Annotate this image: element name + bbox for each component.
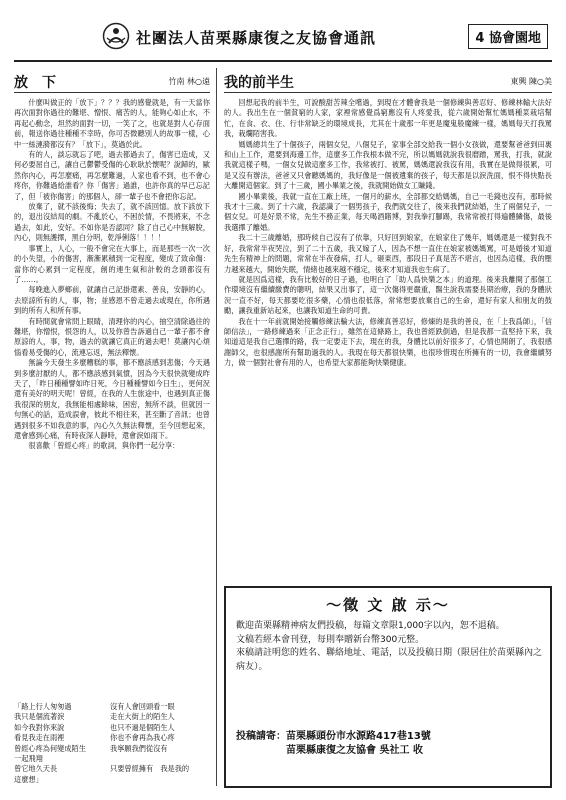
paragraph: 我二十三歲離婚，那時候自己沒有了依靠，只好回到娘家，在娘家住了幾年，媽媽還是一樣對我不好，我常常半夜哭泣，到了二十五歲，我又嫁了人，因為不想一直住在娘家被媽媽罵，可是婚後才知道先生有精神上的問題，常常在半夜發病，打人，砸東西，那段日子真是苦不堪言，也因為這樣，我的壓力越來越大，開始失眠，情緒也越來越不穩定，後來才知道我也生病了。: [224, 233, 552, 274]
lyric-line: 也只不過是個陌生人: [110, 722, 175, 732]
lyric-line: 我寧願我們從沒有: [110, 743, 168, 753]
column-tag: 4 協會園地: [468, 24, 548, 49]
paragraph: 就是因爲這樣，我有比較好的日子過，也明白了「助人爲快樂之本」的道理。後來我離開了那個工作環境沒有繼續繳費的聰明，結果又出事了，這一次傷得更嚴重，醫生說我需要長期治療，我的身體狀況一直不好，每天都要吃很多藥，心情也很低落，常常想要放棄自己的生命，還好有家人和朋友的鼓勵，讓我重新站起來，也讓我知道生命的可貴。: [224, 274, 552, 316]
lyrics-row: [14, 702, 210, 712]
contact-recipient: 苗栗縣康復之友協會 吳社工 收: [286, 745, 423, 756]
notice-body: [236, 620, 542, 674]
lyrics-row: [14, 712, 210, 722]
paragraph: 每晚進入夢鄉前，就讓自己記掛還素、善良，安靜的心，去原諒所有的人，事，物；並感恩不曾走過去或現在，你所遇到的所有人和所有事。: [14, 285, 210, 316]
paragraph: 很喜歡「曾經心疼」的歌詞，與你們一起分享：: [28, 441, 180, 451]
lyric-line: 沒有人會回頭看一眼: [110, 702, 175, 711]
paragraph: 事實上，人心，一般不會完在大事上，而是那些一次一次的小失望，小的傷害，漸漸累積到一定程度，變成了致命傷：當你的心累到一定程度，創的連生氣和計較的念頭都沒有了……。: [14, 243, 210, 284]
lyrics-row: [14, 744, 210, 754]
lyric-line: 這麼想」: [14, 774, 43, 784]
right-article-title: 我的前半生: [224, 75, 294, 91]
lyric-line: 曾它地久天長: [14, 764, 58, 774]
contact-label: 投稿請寄：: [236, 731, 286, 742]
notice-line: 歡迎苗栗縣精神病友們投稿，每篇文章限1,000字以內，恕不退稿。: [236, 621, 505, 631]
right-article-body: [224, 98, 552, 578]
right-article-author: 東興 陳○美: [510, 77, 552, 86]
lyric-line: 曾經心疼為何變成陌生: [14, 743, 86, 753]
lyric-line: 我只是個流著淚: [14, 712, 65, 722]
paragraph: 放棄了，就不該後悔；失去了，就不該回憶。放下該放下的，退出沒結局的劇。不亂於心，不困於情，不畏將來，不念過去，如此，安好。不如你是否認同？除了自己心中無解脫，內心，則無護擇，黑白分明，乾淨俐落！！！！: [14, 202, 210, 243]
call-for-submissions-box: [224, 586, 552, 788]
lyric-line: [110, 775, 206, 785]
lyric-line: 一起飛翔: [14, 754, 43, 764]
lyric-line: 如今我對你來說: [14, 722, 65, 732]
lyric-line: 看見我走在雨裡: [14, 733, 65, 743]
lyric-line: 你也不會再為我心疼: [110, 733, 175, 743]
notice-line: 文稿若經本會刊登，每則奉贈新台幣300元整。: [236, 634, 425, 645]
lyric-line: [110, 754, 206, 764]
left-article-author: 竹南 林○遠: [168, 77, 210, 86]
paragraph: 回想起我的前半生，可說酸甜苦辣全嚐過，到現在才體會我是一個修練與善忍好、修練林輸大法好的人。我出生在一個貧窮的人家，家裡常感覺爲窮應沒有人疼愛我，從六歲開始幫忙媽媽種菜栽培幫忙，在食、衣、住、行非常缺乏的環境成長，尤其在十歲那一年更是魔鬼般魔練一樣，媽媽每天打我罵我，栽爛陌害我。: [224, 98, 552, 139]
lyrics-block: [14, 702, 210, 785]
left-article-title: 放 下: [14, 75, 56, 91]
contact-address: 苗栗縣頭份市水源路417巷13號: [286, 731, 431, 742]
lyric-line: 只要曾經擁有 我是我的: [110, 764, 190, 774]
left-article-header: [14, 72, 210, 93]
right-article-header: [224, 72, 552, 93]
left-article-body: [14, 98, 210, 698]
lyrics-row: [14, 733, 210, 743]
paragraph: 媽媽總共生了十個孩子，兩個女兒，八個兒子，家事全部交給我一個小女孩做，還要幫爸爸到田裏和山上工作，還要到海邊工作，這麼多工作我根本做不完，所以媽媽就說我很磨蹭，罵我，打我，就說我就這樣子嗎，一個女兒做這麼多工作，我常被打、被罵，媽媽還說我沒有用，我實在是做得很累，可是又沒有辦法，爸爸又只會聽媽媽的，我好像是一個被遺棄的孩子，每天都是以淚洗面，恨不得快點長大離開這個家。到了十三歲，國小畢業之後，我就開始做女工賺錢。: [224, 139, 552, 191]
paragraph: 什麼叫做正的「放下」？？？我的感覺就是，有一天當你再次面對你過往的難堪、憎恨、痛苦的人，能夠心如止水，不再起心動念，坦然的面對一切，一笑了之，也就是對人心存面前，報送你過往種種不幸時，你可否微聽別人的故事一樣，心中一絲漣漪都沒有？「放下」，莫過於此。: [14, 98, 210, 149]
notice-title: ～徵 文 啟 示～: [326, 596, 450, 614]
paragraph: 我在十一年前就開始接觸修練法輪大法，修練真善忍好，修煉的是我的善良，在「上我爲師」，「信師信法」，一路修練過來「正念正行」，雖然在這條路上，我也曾經跌倒過，但是我都一直堅持下來，我知道這是我自己選擇的路，我一定要走下去，現在的我，身體比以前好很多了，心情也開朗了，我很感謝師父，也很感謝所有幫助過我的人。我現在每天都很快樂，也很珍惜現在所擁有的一切，我會繼續努力，做一個對社會有用的人，也希望大家都能夠快樂健康。: [224, 316, 552, 368]
paragraph: 有時間就會常問上眼睛，清理你的內心，抽空清除過往的難堪，你憎恨，恨怨的人，以及你曾告訴過自己一輩子都不會原諒的人，事，物，過去的就讓它真正的過去吧！莫讓內心煩惱看易受傷的心，流連忘返，無法釋懷。: [14, 316, 210, 357]
paragraph: 有的人，談忘就忘了吧，過去都過去了，傷害已造成，又何必要屈自己，讓自己鬱鬱受傷的心耿耿於懷呢？說歸的，歐然你內心，再怎麼痛，再怎麼難過，人家也看不到，也不會心疼你，你難過給誰看？你「傷害」過誰，也許你真的早已忘記了，但「被你傷害」的那個人，卻一輩子也不會把你忘記。: [14, 150, 210, 201]
lyric-line: 走在大街上的陌生人: [110, 712, 175, 722]
column-divider: [216, 68, 217, 786]
lyrics-row: [14, 723, 210, 733]
paragraph: 無論今天發生多麼糟糕的事，都不應該感到悲傷；今天遇到多麼討厭的人，都不應該感到氣憤，因為今天很快就變成昨天了，「昨日種種譬如昨日死，今日種種譬如今日生」，更何況還有美好的明天呢！曾經，在我的人生旅途中，也遇到真正傷我很深的朋友，我無能相處餘味，困密，無所不談，但就因一句無心的話，造成誤會，彼此不相往來，甚至斷了音訊；也曾遇到很多不如我意的事，內心久久無法釋懷，至今回想起來，還會感到心痛，有時夜深人靜時，還會淚如雨下。: [14, 358, 210, 440]
notice-line: 來稿請註明您的姓名、聯絡地址、電話，以及投稿日期（限居住於苗栗縣內之病友）。: [236, 648, 543, 672]
lyrics-row: [14, 764, 210, 774]
newsletter-header: [14, 12, 552, 62]
paragraph: 國小畢業後，我就一直在工廠上班，一個月的薪水，全部都交給媽媽，自己一毛錢也沒有，那時候我才十三歲。到了十六歲，我認識了一個男孩子，我們就交往了，後來我們就結婚，生了兩個兒子，一個女兒。可是好景不常，先生不務正業，每天喝酒賭博，對我拳打腳踢，我常常被打得遍體鱗傷，最後我選擇了離婚。: [224, 191, 552, 232]
lyrics-row: [14, 754, 210, 764]
notice-contact: [236, 730, 542, 758]
newsletter-title: 社團法人苗栗縣康復之友協會通訊: [136, 29, 377, 47]
association-logo-icon: [102, 22, 130, 50]
lyric-line: 「路上行人匆匆過: [14, 702, 72, 711]
lyrics-row: [14, 775, 210, 785]
